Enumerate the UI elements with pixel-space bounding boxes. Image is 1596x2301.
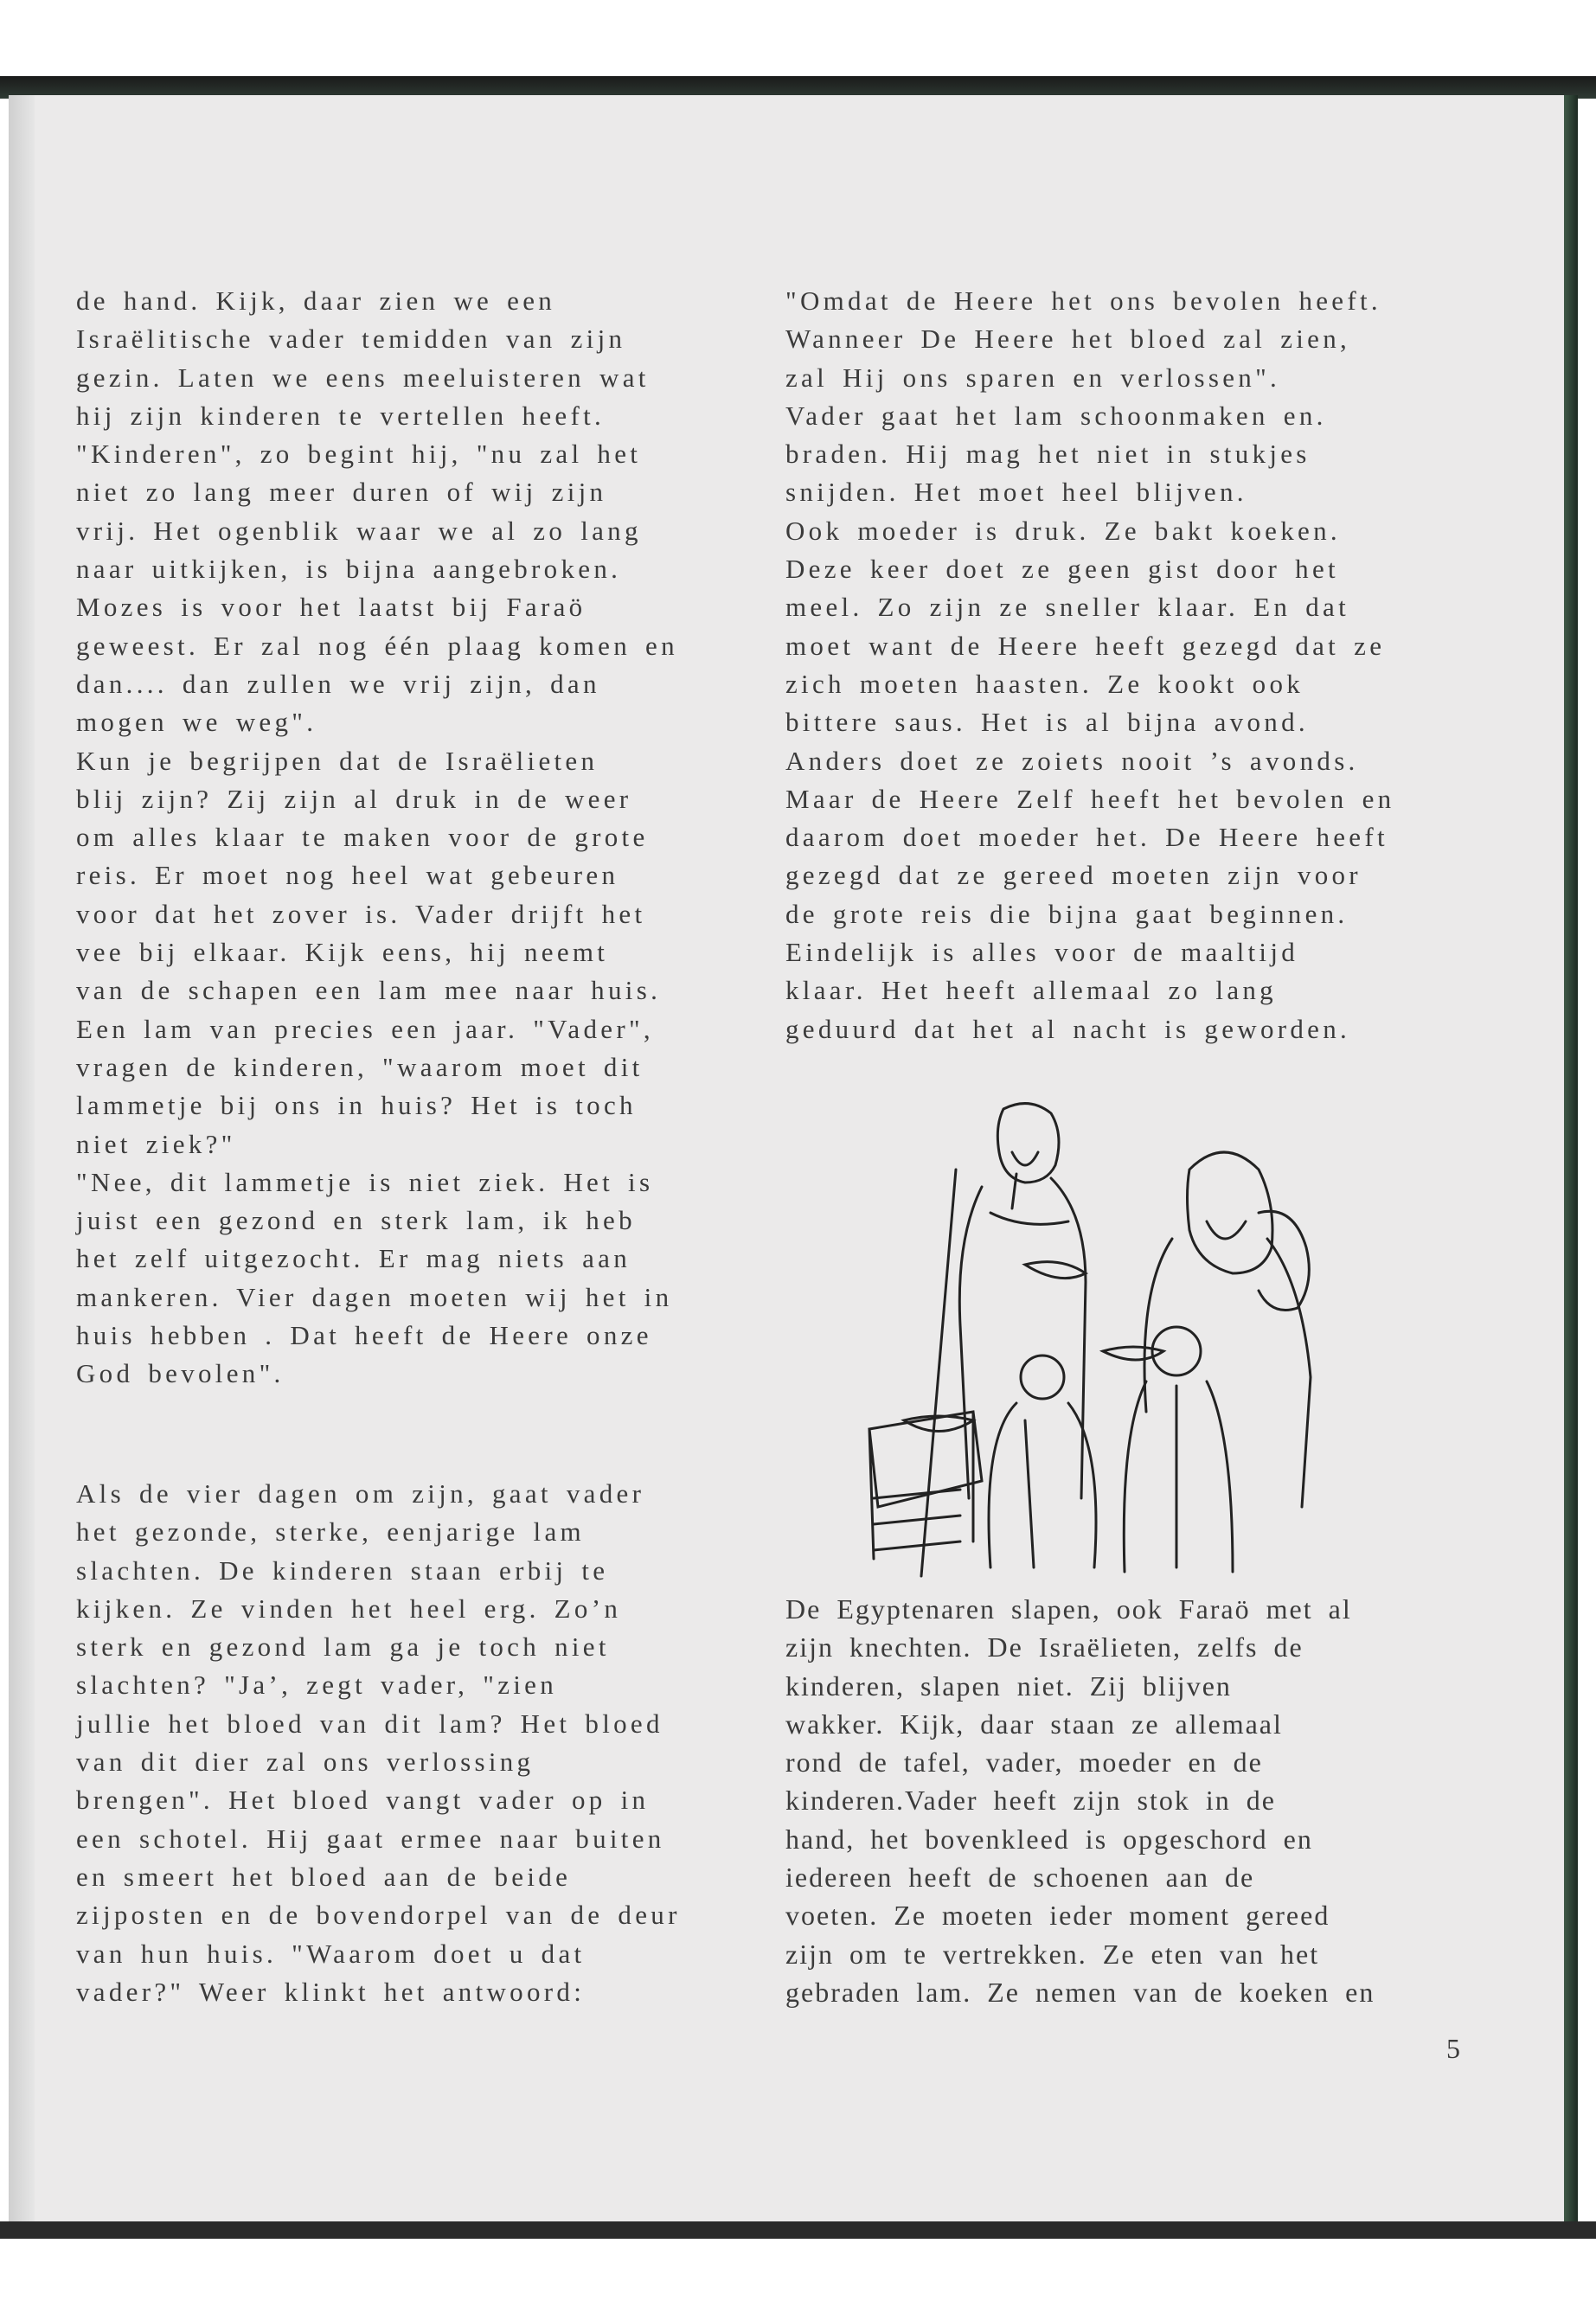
children-figures xyxy=(989,1327,1233,1572)
text-line: "Nee, dit lammetje is niet ziek. Het is xyxy=(76,1166,654,1197)
mother-figure xyxy=(1144,1152,1311,1507)
text-line: Als de vier dagen om zijn, gaat vader xyxy=(76,1478,645,1509)
text-line: geduurd dat het al nacht is geworden. xyxy=(785,1013,1351,1044)
text-line: reis. Er moet nog heel wat gebeuren xyxy=(76,860,619,891)
text-line: klaar. Het heeft allemaal zo lang xyxy=(785,975,1277,1006)
text-line: huis hebben . Dat heeft de Heere onze xyxy=(76,1320,652,1351)
text-line: slachten. De kinderen staan erbij te xyxy=(76,1554,609,1586)
text-line: gezin. Laten we eens meeluisteren wat xyxy=(76,362,650,393)
text-line: kijken. Ze vinden het heel erg. Zo’n xyxy=(76,1593,622,1624)
text-line: Maar de Heere Zelf heeft het bevolen en xyxy=(785,783,1395,814)
text-line: de grote reis die bijna gaat beginnen. xyxy=(785,898,1349,929)
left-column-paragraph-1 xyxy=(76,282,678,1394)
text-line: gezegd dat ze gereed moeten zijn voor xyxy=(785,860,1362,891)
page-number: 5 xyxy=(1446,2033,1460,2064)
text-line: naar uitkijken, is bijna aangebroken. xyxy=(76,554,622,585)
text-line: voor dat het zover is. Vader drijft het xyxy=(76,898,646,929)
text-line: jullie het bloed van dit lam? Het bloed xyxy=(76,1708,663,1739)
text-line: dan.... dan zullen we vrij zijn, dan xyxy=(76,668,600,699)
text-line: Mozes is voor het laatst bij Faraö xyxy=(76,592,586,623)
text-line: moet want de Heere heeft gezegd dat ze xyxy=(785,630,1386,661)
text-line: voeten. Ze moeten ieder moment gereed xyxy=(785,1900,1330,1932)
book-spine-shadow xyxy=(9,95,35,2223)
table-with-bowls xyxy=(869,1347,1163,1559)
text-line: de hand. Kijk, daar zien we een xyxy=(76,285,556,316)
text-line: rond de tafel, vader, moeder en de xyxy=(785,1747,1263,1779)
text-line: snijden. Het moet heel blijven. xyxy=(785,477,1247,508)
text-line: Israëlitische vader temidden van zijn xyxy=(76,324,626,355)
text-line: lammetje bij ons in huis? Het is toch xyxy=(76,1090,637,1121)
right-column-paragraph-1 xyxy=(785,282,1394,1048)
text-line: sterk en gezond lam ga je toch niet xyxy=(76,1631,610,1663)
text-line: zijn om te vertrekken. Ze eten van het xyxy=(785,1938,1320,1970)
text-line: gebraden lam. Ze nemen van de koeken en xyxy=(785,1976,1375,2008)
text-line: De Egyptenaren slapen, ook Faraö met al xyxy=(785,1593,1352,1625)
text-line: "Omdat de Heere het ons bevolen heeft. xyxy=(785,285,1381,316)
text-line: bittere saus. Het is al bijna avond. xyxy=(785,707,1309,738)
text-line: het gezonde, sterke, eenjarige lam xyxy=(76,1516,585,1548)
text-line: mankeren. Vier dagen moeten wij het in xyxy=(76,1281,673,1312)
right-column-paragraph-2 xyxy=(785,1590,1375,2011)
left-column-paragraph-2 xyxy=(76,1475,681,2011)
text-line: Vader gaat het lam schoonmaken en. xyxy=(785,400,1327,431)
text-line: wakker. Kijk, daar staan ze allemaal xyxy=(785,1708,1283,1740)
text-line: het zelf uitgezocht. Er mag niets aan xyxy=(76,1243,631,1274)
text-line: "Kinderen", zo begint hij, "nu zal het xyxy=(76,439,642,470)
text-line: vee bij elkaar. Kijk eens, hij neemt xyxy=(76,937,609,968)
text-line: Anders doet ze zoiets nooit ’s avonds. xyxy=(785,745,1359,776)
passover-family-illustration xyxy=(852,1092,1371,1580)
text-line: brengen". Het bloed vangt vader op in xyxy=(76,1785,650,1816)
text-line: niet zo lang meer duren of wij zijn xyxy=(76,477,607,508)
text-line: van de schapen een lam mee naar huis. xyxy=(76,975,662,1006)
text-line: en smeert het bloed aan de beide xyxy=(76,1861,572,1892)
text-line: vrij. Het ogenblik waar we al zo lang xyxy=(76,515,642,546)
text-line: kinderen.Vader heeft zijn stok in de xyxy=(785,1785,1276,1817)
text-line: mogen we weg". xyxy=(76,707,317,738)
text-line: daarom doet moeder het. De Heere heeft xyxy=(785,822,1388,853)
text-line: zijposten en de bovendorpel van de deur xyxy=(76,1900,681,1931)
text-line: iedereen heeft de schoenen aan de xyxy=(785,1862,1255,1894)
text-line: zijn knechten. De Israëlieten, zelfs de xyxy=(785,1631,1304,1663)
text-line: juist een gezond en sterk lam, ik heb xyxy=(76,1205,636,1236)
text-line: van hun huis. "Waarom doet u dat xyxy=(76,1938,586,1969)
text-line: Een lam van precies een jaar. "Vader", xyxy=(76,1013,654,1044)
book-cover-edge xyxy=(1564,95,1578,2223)
text-line: zal Hij ons sparen en verlossen". xyxy=(785,362,1281,393)
text-line: Eindelijk is alles voor de maaltijd xyxy=(785,937,1299,968)
text-line: braden. Hij mag het niet in stukjes xyxy=(785,439,1311,470)
text-line: vragen de kinderen, "waarom moet dit xyxy=(76,1051,644,1082)
scan-bottom-edge xyxy=(0,2221,1596,2239)
text-line: slachten? "Ja’, zegt vader, "zien xyxy=(76,1670,558,1701)
text-line: Wanneer De Heere het bloed zal zien, xyxy=(785,324,1351,355)
text-line: Kun je begrijpen dat de Israëlieten xyxy=(76,745,599,776)
text-line: Ook moeder is druk. Ze bakt koeken. xyxy=(785,515,1341,546)
text-line: God bevolen". xyxy=(76,1358,285,1389)
text-line: hij zijn kinderen te vertellen heeft. xyxy=(76,400,606,431)
text-line: van dit dier zal ons verlossing xyxy=(76,1747,535,1778)
text-line: niet ziek?" xyxy=(76,1128,236,1159)
text-line: Deze keer doet ze geen gist door het xyxy=(785,554,1339,585)
text-line: kinderen, slapen niet. Zij blijven xyxy=(785,1670,1232,1702)
text-line: vader?" Weer klinkt het antwoord: xyxy=(76,1976,586,2007)
text-line: om alles klaar te maken voor de grote xyxy=(76,822,649,853)
text-line: hand, het bovenkleed is opgeschord en xyxy=(785,1823,1313,1855)
text-line: meel. Zo zijn ze sneller klaar. En dat xyxy=(785,592,1350,623)
text-line: zich moeten haasten. Ze kookt ook xyxy=(785,668,1304,699)
text-line: geweest. Er zal nog één plaag komen en xyxy=(76,630,678,661)
text-line: blij zijn? Zij zijn al druk in de weer xyxy=(76,783,632,814)
father-figure xyxy=(921,1104,1086,1576)
text-line: een schotel. Hij gaat ermee naar buiten xyxy=(76,1823,665,1854)
